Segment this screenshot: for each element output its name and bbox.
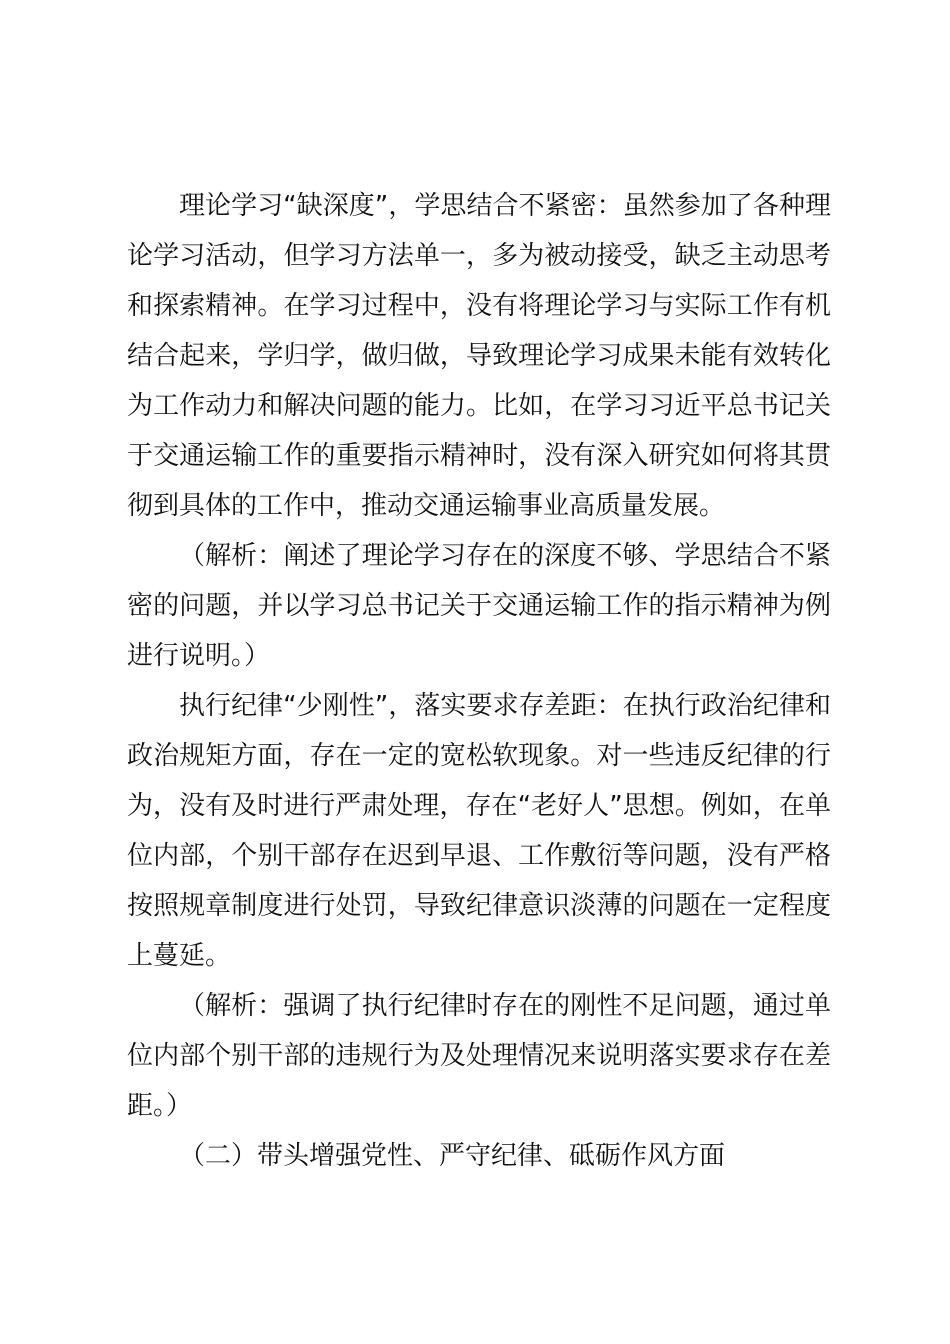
- paragraph-analysis-2: （解析：强调了执行纪律时存在的刚性不足问题，通过单位内部个别干部的违规行为及处理情况来说明落实要求存在差距。）: [127, 991, 831, 1121]
- paragraph-theory-study: 理论学习“缺深度”，学思结合不紧密：虽然参加了各种理论学习活动，但学习方法单一，多为被动接受，缺乏主动思考和探索精神。在学习过程中，没有将理论学习与实际工作有机结合起来，学归学，做归做，导致理论学习成果未能有效转化为工作动力和解决问题的能力。比如，在学习习近平总书记关于交通运输工作的重要指示精神时，没有深入研究如何将其贯彻到具体的工作中，推动交通运输事业高质量发展。: [127, 191, 831, 521]
- paragraph-analysis-1: （解析：阐述了理论学习存在的深度不够、学思结合不紧密的问题，并以学习总书记关于交通运输工作的指示精神为例进行说明。）: [127, 541, 831, 671]
- paragraph-discipline: 执行纪律“少刚性”，落实要求存差距：在执行政治纪律和政治规矩方面，存在一定的宽松软现象。对一些违反纪律的行为，没有及时进行严肃处理，存在“老好人”思想。例如，在单位内部，个别干部存在迟到早退、工作敷衍等问题，没有严格按照规章制度进行处罚，导致纪律意识淡薄的问题在一定程度上蔓延。: [127, 691, 831, 971]
- document-body: [127, 181, 831, 1181]
- section-heading: （二）带头增强党性、严守纪律、砥砺作风方面: [179, 1141, 726, 1171]
